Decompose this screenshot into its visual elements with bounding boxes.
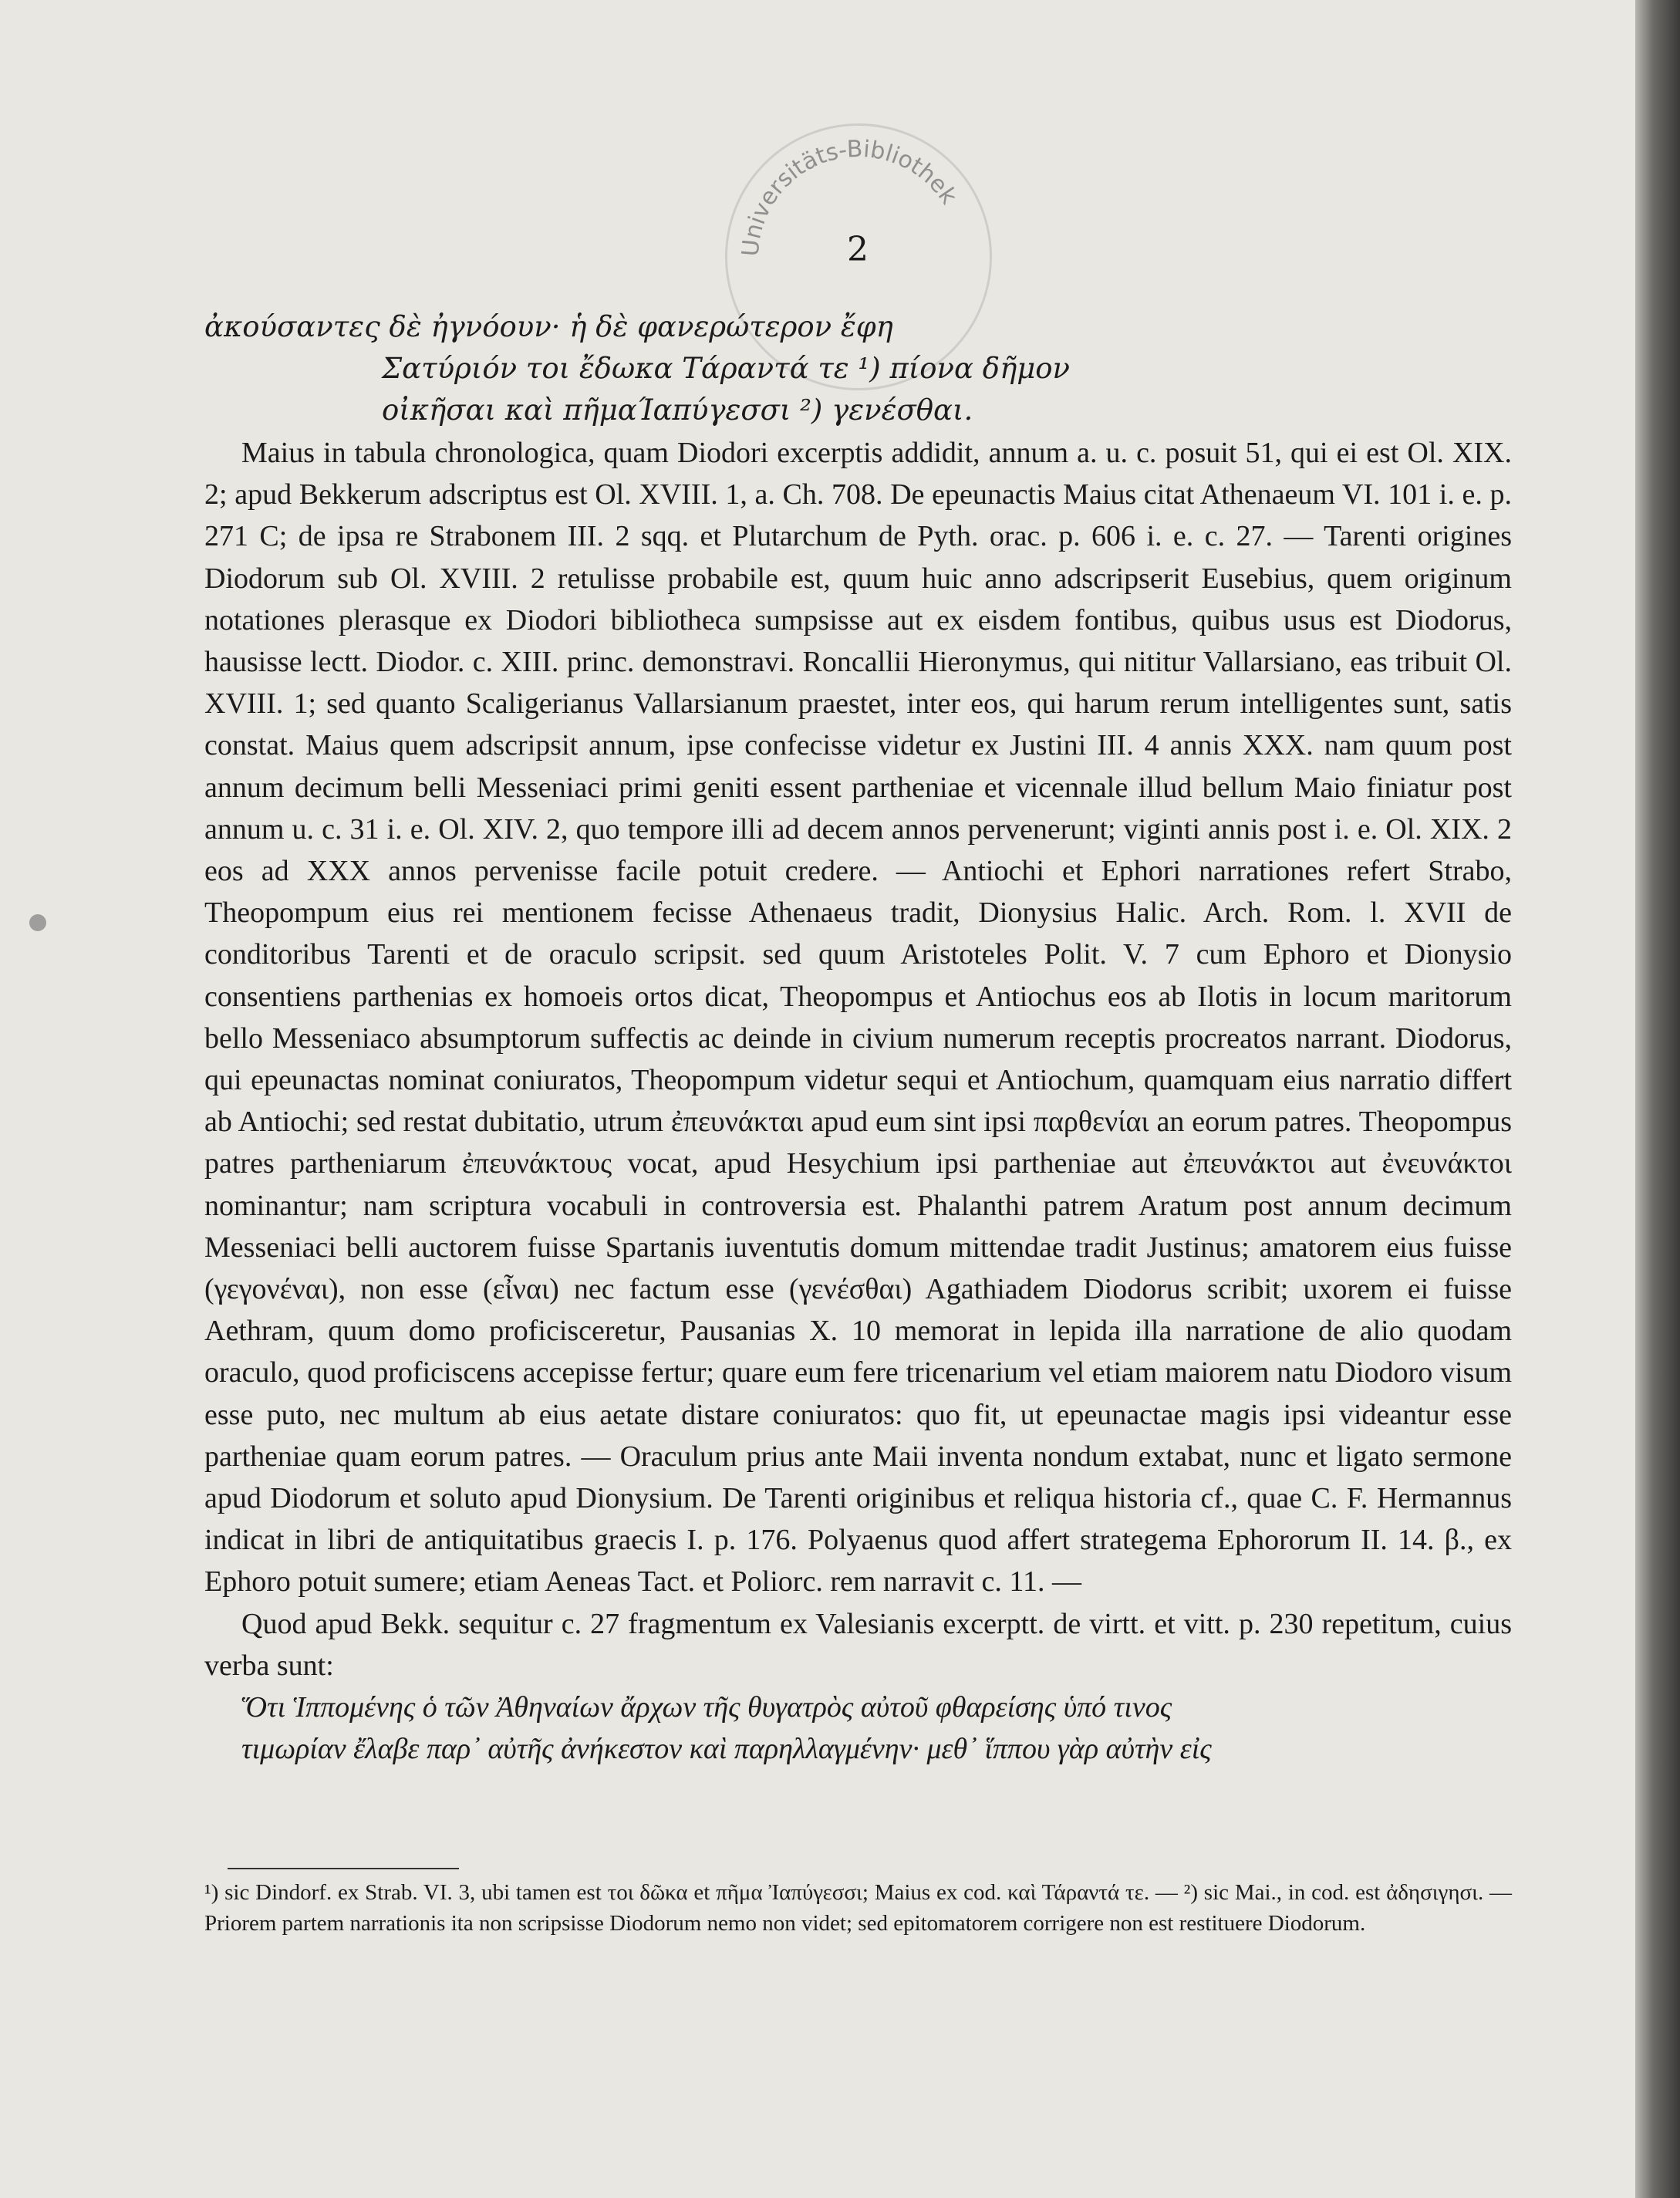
footnotes xyxy=(204,1877,1512,1939)
page-number: 2 xyxy=(847,230,869,269)
fragment-intro-paragraph: Quod apud Bekk. sequitur c. 27 fragmentum ex Valesianis excerptt. de virtt. et vitt. p. 230 repetitum, cuius verba sunt: xyxy=(204,1607,1512,1682)
greek-quote-line-2: τιμωρίαν ἔλαβε παρ᾽ αὐτῆς ἀνήκεστον καὶ παρηλλαγμένην· μεθ᾽ ἵππου γὰρ αὐτὴν εἰς xyxy=(241,1733,1212,1766)
greek-verse-line-2: Σατύριόν τοι ἔδωκα Τάραντά τε ¹) πίονα δῆμον xyxy=(382,352,1071,385)
greek-verse-line-1: ἀκούσαντες δὲ ἠγνόουν· ἡ δὲ φανερώτερον ἔφη xyxy=(204,310,893,343)
footnote-text: ¹) sic Dindorf. ex Strab. VI. 3, ubi tamen est τοι δῶκα et πῆμα Ἰαπύγεσσι; Maius ex cod. καὶ Τάραντά τε. — ²) sic Mai., in cod. est ἀδησιγησι. — Priorem partem narrationis ita non scripsisse Diodorum nemo non videt; sed epitomatorem corrigere non est restituere Diodorum. xyxy=(204,1880,1512,1936)
greek-verse-line-3: οἰκῆσαι καὶ πῆμαΊαπύγεσσι ²) γενέσθαι. xyxy=(382,393,973,427)
commentary-paragraph: Maius in tabula chronologica, quam Diodori excerptis addidit, annum a. u. c. posuit 51, qui ei est Ol. XIX. 2; apud Bekkerum adscriptus est Ol. XVIII. 1, a. Ch. 708. De epeunactis Maius citat Athenaeum VI. 101 i. e. p. 271 C; de ipsa re Strabonem III. 2 sqq. et Plutarchum de Pyth. orac. p. 606 i. e. c. 27. — Tarenti origines Diodorum sub Ol. XVIII. 2 retulisse probabile est, quum huic anno adscripserit Eusebius, quem originum notationes plerasque ex Diodori bibliotheca sumpsisse aut ex eisdem fontibus, quibus usus est Diodorus, hausisse lectt. Diodor. c. XIII. princ. demonstravi. Roncallii Hieronymus, qui nititur Vallarsiano, eas tribuit Ol. XVIII. 1; sed quanto Scaligerianus Vallarsianum praestet, inter eos, qui harum rerum intelligentes sunt, satis constat. Maius quem adscripsit annum, ipse confecisse videtur ex Justini III. 4 annis XXX. nam quum post annum decimum belli Messeniaci primi geniti essent partheniae et vicennale illud bellum Maio finiatur post annum u. c. 31 i. e. Ol. XIV. 2, quo tempore illi ad decem annos pervenerunt; viginti annis post i. e. Ol. XIX. 2 eos ad XXX annos pervenisse facile potuit credere. — Antiochi et Ephori narrationes refert Strabo, Theopompum eius rei mentionem fecisse Athenaeus tradit, Dionysius Halic. Arch. Rom. l. XVII de conditoribus Tarenti et de oraculo scripsit. sed quum Aristoteles Polit. V. 7 cum Ephoro et Dionysio consentiens parthenias ex homoeis ortos dicat, Theopompus et Antiochus eos ab Ilotis in locum maritorum bello Messeniaco absumptorum suffectis ac deinde in civium numerum receptis procreatos narrant. Diodorus, qui epeunactas nominat coniuratos, Theopompum videtur sequi et Antiochum, quamquam eius narratio differt ab Antiochi; sed restat dubitatio, utrum ἐπευνάκται apud eum sint ipsi παρθενίαι an eorum patres. Theopompus patres partheniarum ἐπευνάκτους vocat, apud Hesychium ipsi partheniae aut ἐπευνάκτοι aut ἐνευνάκτοι nominantur; nam scriptura vocabuli in controversia est. Phalanthi patrem Aratum post annum decimum Messeniaci belli auctorem fuisse Spartanis iuventutis domum mittendae tradit Justinus; amatorem eius fuisse (γεγονέναι), non esse (εἶναι) nec factum esse (γενέσθαι) Agathiadem Diodorus scribit; uxorem ei fuisse Aethram, quum domo proficisceretur, Pausanias X. 10 memorat in lepida illa narratione de alio quodam oraculo, quod proficiscens accepisse fertur; quare eum fere tricenarium vel etiam maiorem natu Diodoro visum esse puto, nec multum ab eius aetate distare coniuratos: quo fit, ut epeunactae magis ipsi videantur esse partheniae quam eorum patres. — Oraculum prius ante Maii inventa nondum extabat, nunc et ligato sermone apud Diodorum et soluto apud Dionysium. De Tarenti originibus et reliqua historia cf., quae C. F. Hermannus indicat in libri de antiquitatibus graecis I. p. 176. Polyaenus quod affert strategema Ephororum II. 14. β., ex Ephoro potuit sumere; etiam Aeneas Tact. et Poliorc. rem narravit c. 11. — xyxy=(204,437,1512,1599)
book-binding-edge xyxy=(1635,0,1680,2198)
paper-blemish xyxy=(29,914,46,931)
main-text xyxy=(204,432,1512,1771)
stamp-text: Universitäts-Bibliothek xyxy=(737,135,963,258)
greek-quote-line-1: Ὅτι Ἱππομένης ὁ τῶν Ἀθηναίων ἄρχων τῆς θυγατρὸς αὐτοῦ φθαρείσης ὑπό τινος xyxy=(241,1691,1172,1724)
footnote-rule xyxy=(228,1868,459,1869)
